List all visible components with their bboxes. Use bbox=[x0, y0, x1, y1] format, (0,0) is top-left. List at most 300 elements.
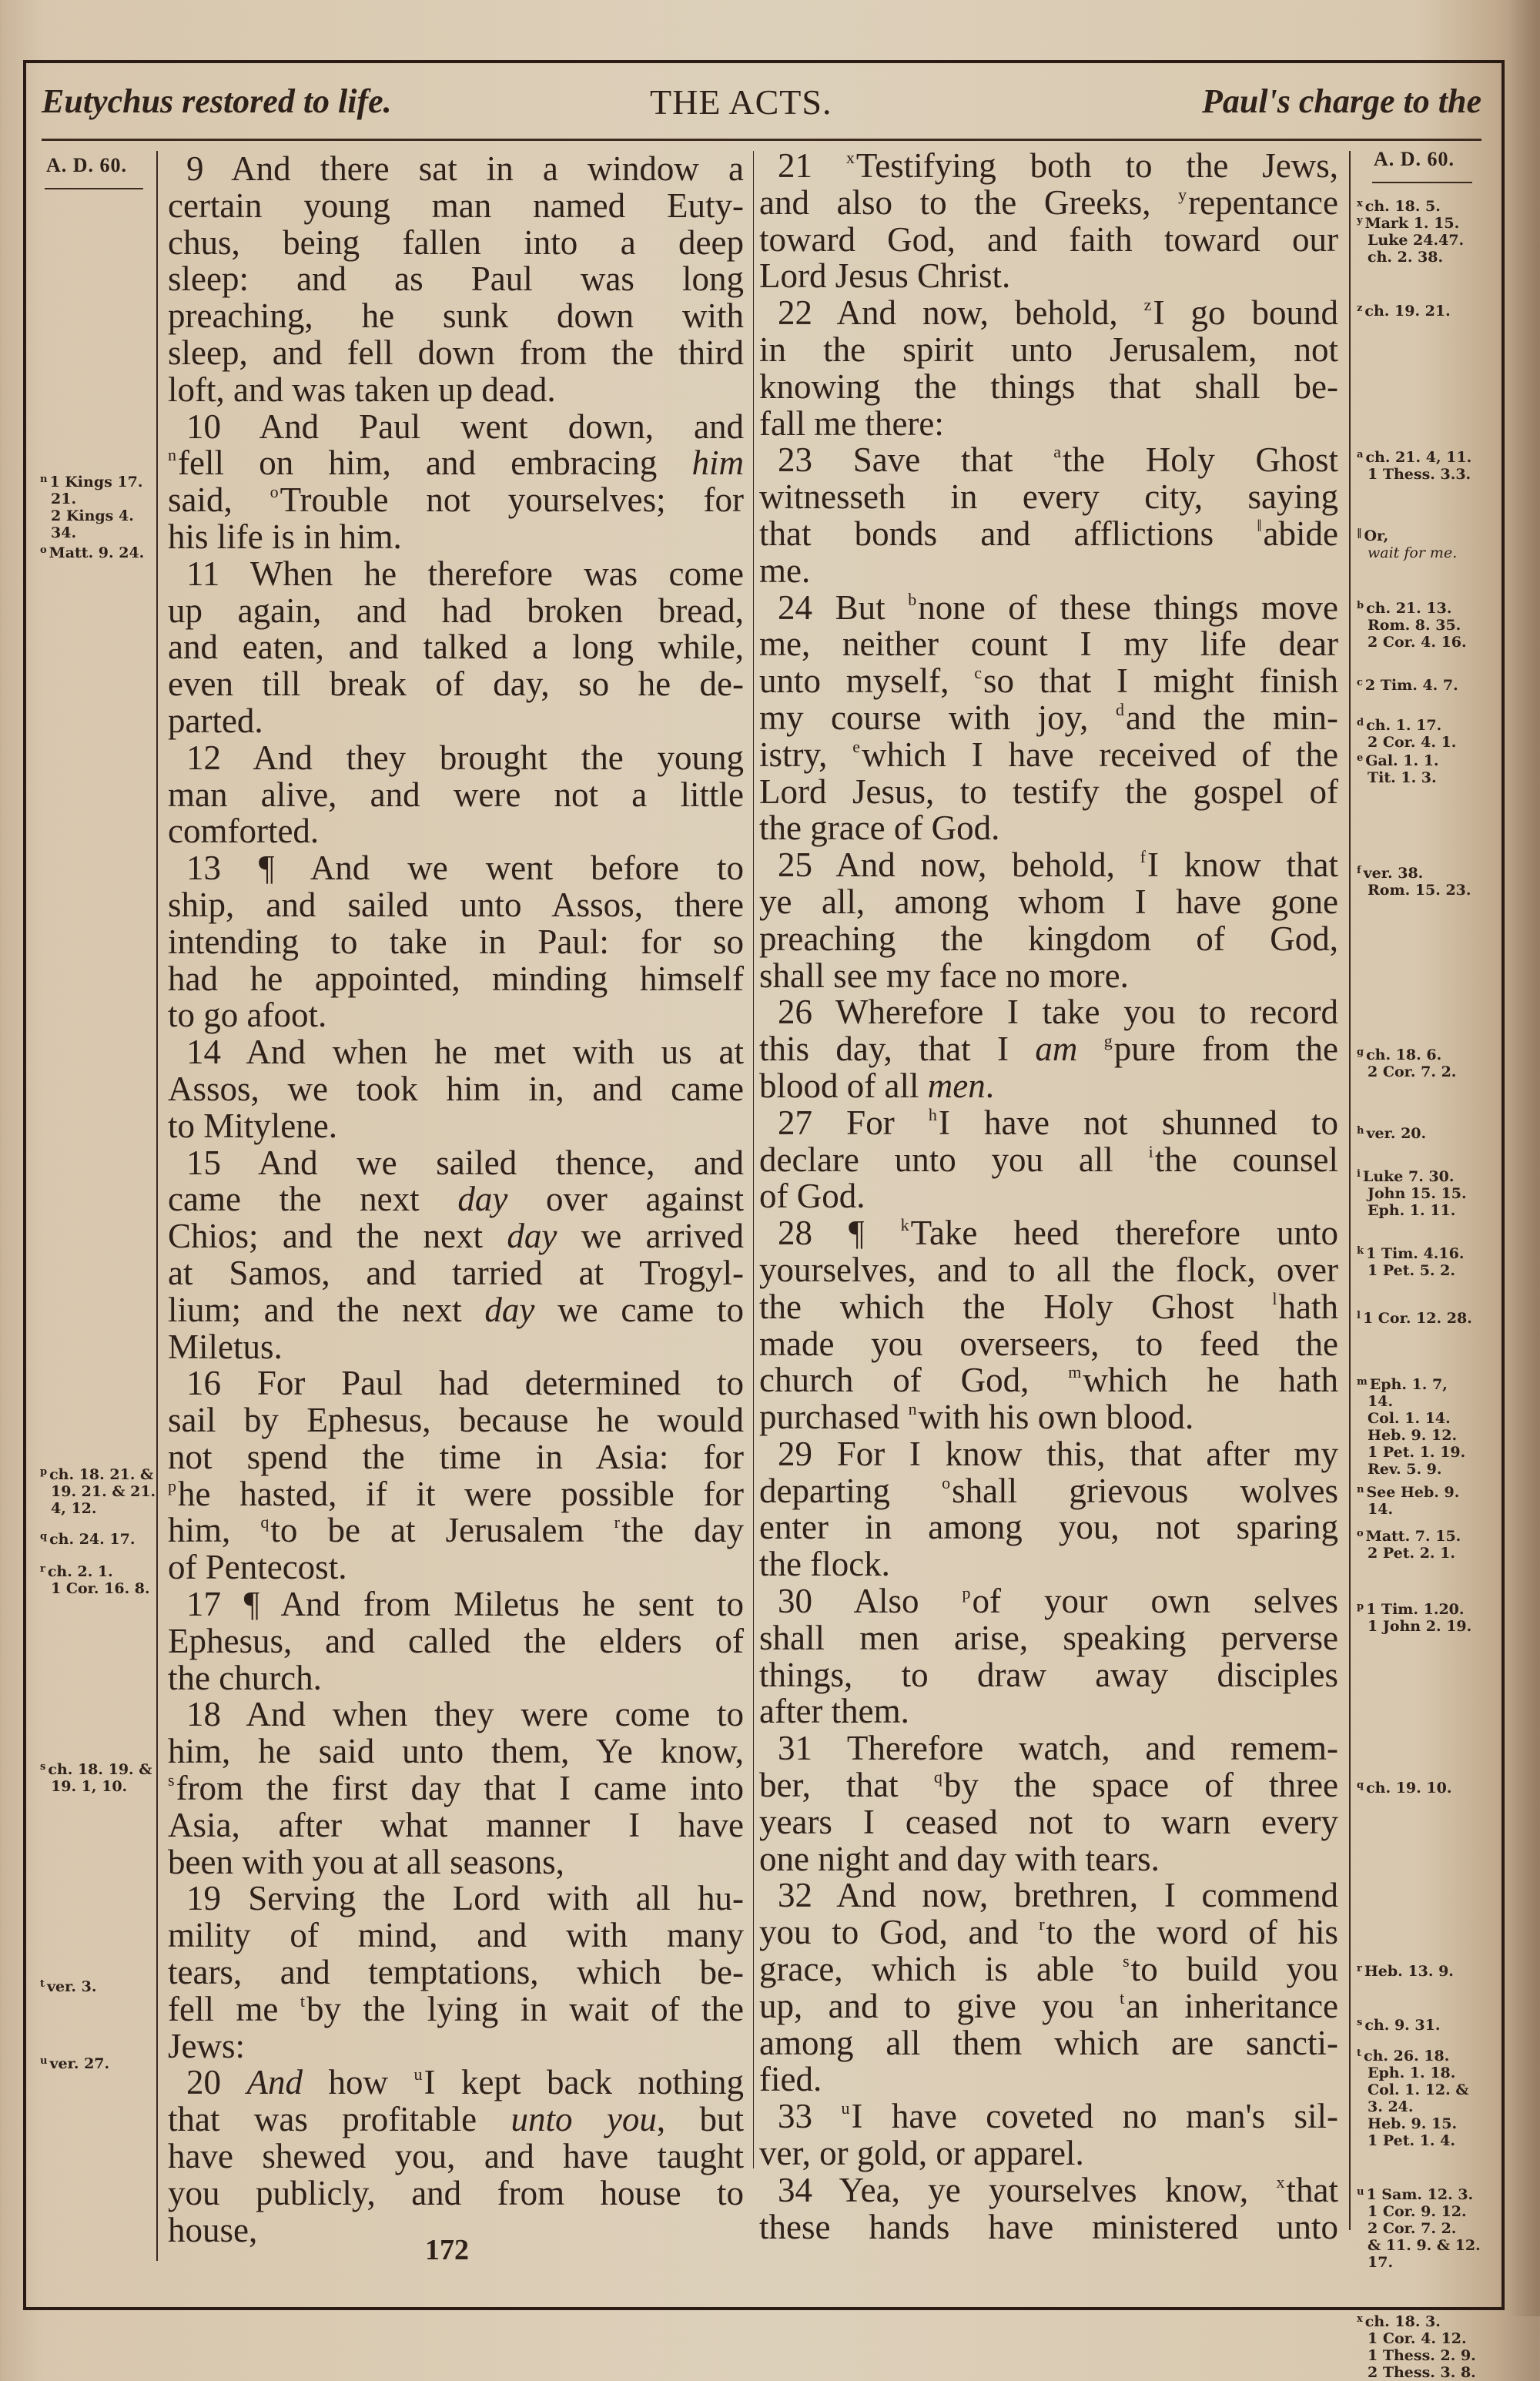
text-line bbox=[759, 219, 1338, 259]
verse-text: the Holy Ghost bbox=[1063, 440, 1339, 480]
header-right-topic: Paul's charge to the bbox=[1201, 82, 1481, 120]
verse-text: sail by Ephesus, because he would bbox=[168, 1401, 744, 1440]
text-line bbox=[168, 1549, 744, 1586]
verse-text: came the next bbox=[168, 1180, 458, 1219]
text-line bbox=[168, 1512, 744, 1549]
verse-text: that bonds and afflictions bbox=[759, 514, 1257, 553]
reference-mark: o bbox=[942, 1472, 951, 1492]
margin-note bbox=[1357, 2045, 1469, 2149]
margin-note-line: ch. 2. 38. bbox=[1368, 249, 1444, 266]
text-line bbox=[759, 921, 1338, 958]
margin-note-line: ch. 19. 10. bbox=[1366, 1780, 1452, 1797]
text-line bbox=[168, 409, 744, 446]
margin-note bbox=[1357, 1243, 1464, 1279]
text-line bbox=[759, 1877, 1338, 1914]
margin-note bbox=[40, 1759, 152, 1795]
text-line bbox=[168, 1402, 744, 1439]
reference-mark: p bbox=[168, 1475, 176, 1495]
margin-note bbox=[1357, 1482, 1459, 1518]
text-line bbox=[168, 519, 744, 556]
verse-text: 21 bbox=[778, 146, 846, 185]
text-line bbox=[168, 2101, 744, 2138]
text-line bbox=[168, 1218, 744, 1255]
verse-text: Lord Jesus, to testify the gospel of bbox=[759, 772, 1338, 811]
margin-note-line: Eph. 1. 7, bbox=[1369, 1376, 1448, 1393]
italic-supplied-word: day bbox=[484, 1290, 535, 1329]
reference-mark: y bbox=[1357, 215, 1363, 226]
verse-text: lium; and the next bbox=[168, 1290, 485, 1329]
right-text-column bbox=[759, 148, 1338, 2245]
reference-mark: o bbox=[1357, 1528, 1364, 1539]
reference-mark: p bbox=[1357, 1601, 1364, 1612]
verse-text: 31 Therefore watch, and remem- bbox=[778, 1729, 1338, 1768]
reference-mark: k bbox=[1357, 1245, 1364, 1257]
header-rule bbox=[42, 139, 1481, 141]
margin-note-line: ch. 1. 17. bbox=[1366, 717, 1442, 734]
margin-note-line: 17. bbox=[1368, 2254, 1394, 2271]
verse-text: shall grievous wolves bbox=[952, 1471, 1338, 1510]
verse-text: intending to take in Paul: for so bbox=[168, 922, 744, 961]
text-line bbox=[759, 2061, 1338, 2098]
text-line bbox=[168, 813, 744, 850]
left-margin-year: A. D. 60. bbox=[46, 154, 128, 176]
text-line bbox=[759, 1289, 1338, 1326]
verse-text: church of God, bbox=[759, 1361, 1069, 1400]
reference-mark: b bbox=[908, 589, 917, 609]
reference-mark: f bbox=[1140, 847, 1146, 867]
text-line bbox=[168, 1181, 744, 1218]
margin-note bbox=[1357, 1044, 1456, 1080]
verse-text: purchased bbox=[759, 1398, 909, 1437]
verse-text: 15 And we sailed thence, and bbox=[186, 1143, 744, 1182]
text-line bbox=[168, 1255, 744, 1292]
verse-text: preaching the kingdom of God, bbox=[759, 919, 1338, 958]
right-margin-year: A. D. 60. bbox=[1374, 148, 1455, 170]
verse-text: to build you bbox=[1130, 1950, 1339, 1989]
margin-note-line: John 15. 15. bbox=[1368, 1185, 1467, 1202]
text-line bbox=[168, 997, 744, 1034]
right-margin-divider bbox=[1349, 151, 1351, 2230]
verse-text: by the lying in wait of the bbox=[306, 1989, 744, 2028]
reference-mark: r bbox=[1039, 1914, 1045, 1934]
verse-text: even till break of day, so he de- bbox=[168, 665, 744, 704]
verse-text: mility of mind, and with many bbox=[168, 1916, 744, 1955]
verse-text: Chios; and the next bbox=[168, 1217, 507, 1256]
verse-text: Trouble not yourselves; for bbox=[280, 481, 744, 520]
reference-mark: e bbox=[1357, 752, 1364, 764]
text-line bbox=[759, 258, 1338, 295]
text-line bbox=[759, 1436, 1338, 1473]
verse-text: that was profitable bbox=[168, 2100, 511, 2139]
text-line bbox=[759, 1509, 1338, 1546]
margin-note bbox=[40, 1529, 135, 1548]
verse-text: 26 Wherefore I take you to record bbox=[778, 993, 1338, 1032]
verse-text: up again, and had broken bread, bbox=[168, 591, 744, 630]
margin-note-line: Col. 1. 14. bbox=[1368, 1410, 1451, 1427]
reference-mark: d bbox=[1357, 717, 1364, 728]
margin-note-line: & 11. 9. & 12. bbox=[1368, 2237, 1481, 2254]
verse-text: to go afoot. bbox=[168, 996, 327, 1035]
text-line bbox=[759, 1657, 1338, 1694]
verse-text: shall see my face no more. bbox=[759, 956, 1129, 995]
margin-note bbox=[1357, 2311, 1476, 2381]
margin-note bbox=[1357, 447, 1471, 483]
margin-note-line: 4, 12. bbox=[51, 1500, 97, 1517]
reference-mark: r bbox=[614, 1512, 620, 1532]
margin-note bbox=[1357, 1525, 1461, 1562]
text-line bbox=[759, 1914, 1338, 1951]
reference-mark: k bbox=[900, 1215, 909, 1235]
verse-text: I know that bbox=[1147, 846, 1338, 885]
reference-mark: m bbox=[1068, 1362, 1082, 1382]
verse-text: my course with joy, bbox=[759, 698, 1116, 737]
text-line bbox=[168, 2065, 744, 2101]
text-line bbox=[168, 961, 744, 998]
verse-text: Lord Jesus Christ. bbox=[759, 256, 1011, 296]
italic-supplied-word: him bbox=[691, 444, 744, 483]
verse-text: declare unto you all bbox=[759, 1140, 1149, 1179]
verse-text: certain young man named Euty- bbox=[168, 186, 744, 225]
margin-note bbox=[1357, 1374, 1465, 1478]
verse-text: the which the Holy Ghost bbox=[759, 1287, 1273, 1326]
verse-text: 18 And when they were come to bbox=[186, 1695, 744, 1734]
left-text-column bbox=[168, 151, 744, 2249]
text-line bbox=[759, 2172, 1338, 2209]
verse-text: 10 And Paul went down, and bbox=[186, 407, 744, 446]
verse-text: Ephesus, and called the elders of bbox=[168, 1621, 744, 1660]
text-line bbox=[168, 2028, 744, 2065]
running-header bbox=[42, 74, 1481, 136]
margin-note bbox=[1357, 213, 1464, 266]
text-line bbox=[168, 445, 744, 482]
verse-text: 20 bbox=[186, 2063, 247, 2102]
verse-text: you to God, and bbox=[759, 1913, 1040, 1952]
text-line bbox=[759, 1473, 1338, 1510]
reference-mark: n bbox=[168, 445, 176, 465]
margin-note-line: 14. bbox=[1368, 1501, 1394, 1518]
margin-note bbox=[1357, 525, 1457, 561]
text-line bbox=[759, 2025, 1338, 2062]
reference-mark: h bbox=[928, 1104, 937, 1124]
verse-text: 30 Also bbox=[778, 1582, 962, 1621]
margin-note-line: 1 Sam. 12. 3. bbox=[1366, 2186, 1474, 2203]
verse-text: I go bound bbox=[1153, 293, 1338, 333]
reference-mark: t bbox=[300, 1991, 305, 2011]
reference-mark: e bbox=[852, 736, 860, 756]
margin-note bbox=[1357, 1123, 1426, 1142]
text-line bbox=[168, 1991, 744, 2028]
reference-mark: a bbox=[1053, 442, 1061, 462]
text-line bbox=[168, 151, 744, 188]
margin-note-line: 14. bbox=[1368, 1393, 1394, 1410]
text-line bbox=[168, 1476, 744, 1513]
margin-note-line: 19. 1, 10. bbox=[51, 1778, 128, 1795]
reference-mark: a bbox=[1357, 449, 1364, 460]
margin-note-line: ver. 38. bbox=[1363, 865, 1424, 882]
margin-note-line: ch. 21. 4, 11. bbox=[1365, 449, 1472, 466]
verse-text: blood of all bbox=[759, 1066, 928, 1105]
text-line bbox=[168, 1696, 744, 1733]
reference-mark: r bbox=[1357, 1963, 1362, 1974]
verse-text: sleep, and fell down from the third bbox=[168, 333, 744, 372]
verse-text: him, bbox=[168, 1511, 261, 1550]
margin-note bbox=[40, 1976, 96, 1995]
reference-mark: ‖ bbox=[1257, 515, 1262, 535]
margin-note-line: ver. 27. bbox=[49, 2055, 110, 2072]
verse-text: 24 But bbox=[778, 588, 909, 627]
verse-text: from the first day that I came into bbox=[176, 1769, 744, 1808]
verse-text: up, and to give you bbox=[759, 1986, 1120, 2025]
text-line bbox=[759, 2135, 1338, 2172]
reference-mark: c bbox=[974, 663, 982, 683]
margin-note-line: ver. 3. bbox=[47, 1978, 97, 1995]
margin-note-line: Luke 24.47. bbox=[1368, 232, 1465, 249]
margin-note-line: Mark 1. 15. bbox=[1364, 215, 1460, 232]
reference-mark: l bbox=[1357, 1310, 1361, 1321]
text-line bbox=[168, 556, 744, 593]
verse-text: over against bbox=[507, 1180, 745, 1219]
margin-note-line: 2 Pet. 2. 1. bbox=[1368, 1545, 1455, 1562]
text-line bbox=[168, 703, 744, 740]
reference-mark: t bbox=[1120, 1988, 1125, 2008]
reference-mark: g bbox=[1103, 1031, 1113, 1051]
margin-note-line: ch. 18. 3. bbox=[1364, 2313, 1441, 2330]
italic-supplied-word: am bbox=[1035, 1030, 1078, 1069]
reference-mark: x bbox=[1357, 198, 1363, 209]
reference-mark: n bbox=[908, 1399, 917, 1419]
reference-mark: d bbox=[1115, 699, 1124, 719]
verse-text: 29 For I know this, that after my bbox=[778, 1434, 1338, 1473]
margin-note-line: Tit. 1. 3. bbox=[1368, 769, 1437, 786]
verse-text: istry, bbox=[759, 735, 853, 774]
verse-text: that bbox=[1286, 2170, 1338, 2209]
verse-text: with his own blood. bbox=[918, 1398, 1194, 1437]
verse-text: had he appointed, minding himself bbox=[168, 959, 744, 998]
text-line bbox=[759, 994, 1338, 1031]
text-line bbox=[168, 777, 744, 814]
margin-note-line: Heb. 13. 9. bbox=[1364, 1963, 1454, 1980]
text-line bbox=[759, 332, 1338, 369]
reference-mark: q bbox=[260, 1512, 270, 1532]
margin-note-line: ch. 19. 21. bbox=[1364, 303, 1451, 320]
verse-text: this day, that I bbox=[759, 1030, 1036, 1069]
margin-note bbox=[1357, 2184, 1481, 2271]
text-line bbox=[168, 887, 744, 924]
verse-text: fied. bbox=[759, 2060, 822, 2099]
header-left-topic: Eutychus restored to life. bbox=[42, 82, 392, 120]
verse-text: comforted. bbox=[168, 812, 320, 851]
verse-text: departing bbox=[759, 1471, 942, 1510]
verse-text: said, bbox=[168, 481, 270, 520]
verse-text: tears, and temptations, which be- bbox=[168, 1953, 744, 1992]
text-line bbox=[759, 148, 1338, 185]
reference-mark: h bbox=[1357, 1125, 1364, 1137]
text-line bbox=[759, 774, 1338, 811]
margin-note-line: ch. 24. 17. bbox=[49, 1531, 136, 1548]
verse-text: ver, or gold, or apparel. bbox=[759, 2134, 1084, 2173]
verse-text: 28 ¶ bbox=[778, 1214, 901, 1253]
text-line bbox=[168, 372, 744, 409]
text-line bbox=[759, 884, 1338, 921]
margin-note bbox=[40, 542, 144, 561]
verse-text: shall men arise, speaking perverse bbox=[759, 1618, 1338, 1657]
verse-text: his life is in him. bbox=[168, 517, 402, 556]
left-margin-divider bbox=[156, 151, 158, 2261]
text-line bbox=[168, 1807, 744, 1844]
verse-text: me. bbox=[759, 551, 811, 590]
verse-text: so that I might finish bbox=[983, 661, 1338, 701]
margin-note-line: 1 Cor. 9. 12. bbox=[1368, 2203, 1467, 2220]
reference-mark: ‖ bbox=[1357, 527, 1362, 539]
text-line bbox=[759, 1546, 1338, 1583]
column-divider bbox=[753, 151, 754, 2168]
verse-text: he hasted, if it were possible for bbox=[178, 1474, 744, 1513]
verse-text: an inheritance bbox=[1126, 1986, 1339, 2025]
margin-note bbox=[1357, 1777, 1451, 1797]
italic-supplied-word: unto you bbox=[511, 2100, 657, 2139]
text-line bbox=[759, 1252, 1338, 1289]
verse-text: how bbox=[303, 2063, 414, 2102]
text-line bbox=[759, 2209, 1338, 2246]
verse-text: in the spirit unto Jerusalem, not bbox=[759, 330, 1338, 369]
text-line bbox=[168, 1034, 744, 1071]
verse-text: repentance bbox=[1188, 183, 1338, 222]
verse-text: the church. bbox=[168, 1658, 322, 1697]
verse-text: him, he said unto them, Ye know, bbox=[168, 1732, 744, 1771]
margin-note bbox=[40, 2053, 109, 2072]
margin-note-line: 1 Tim. 4.16. bbox=[1366, 1245, 1465, 1262]
text-line bbox=[168, 666, 744, 703]
margin-note-line: 1 Pet. 1. 19. bbox=[1368, 1444, 1466, 1461]
verse-text: enter in among you, not sparing bbox=[759, 1508, 1338, 1547]
margin-note-line: Luke 7. 30. bbox=[1362, 1168, 1455, 1185]
text-line bbox=[759, 1988, 1338, 2025]
margin-note-line: Or, bbox=[1364, 527, 1389, 544]
text-line bbox=[759, 406, 1338, 443]
verse-text: . bbox=[985, 1066, 994, 1105]
text-line bbox=[759, 1767, 1338, 1804]
margin-note-line: 2 Cor. 7. 2. bbox=[1368, 2220, 1457, 2237]
margin-note-line: 1 Kings 17. bbox=[49, 474, 143, 491]
margin-note-line: Rev. 5. 9. bbox=[1368, 1461, 1442, 1478]
verse-text: 22 And now, behold, bbox=[778, 293, 1144, 333]
verse-text: 34 Yea, ye yourselves know, bbox=[778, 2170, 1277, 2209]
italic-supplied-word: day bbox=[507, 1217, 557, 1256]
margin-note bbox=[40, 1464, 156, 1517]
text-line bbox=[759, 185, 1338, 222]
text-line bbox=[759, 479, 1338, 516]
margin-note-line: Heb. 9. 12. bbox=[1368, 1427, 1458, 1444]
margin-note-line: 2 Kings 4. bbox=[51, 507, 134, 524]
text-line bbox=[759, 1031, 1338, 1068]
verse-text: parted. bbox=[168, 701, 263, 740]
reference-mark: u bbox=[1357, 2186, 1364, 2198]
reference-mark: c bbox=[1357, 677, 1363, 688]
text-line bbox=[168, 1954, 744, 1991]
margin-note-line: 2 Tim. 4. 7. bbox=[1364, 677, 1458, 694]
verse-text: fell me bbox=[168, 1989, 300, 2028]
verse-text: one night and day with tears. bbox=[759, 1839, 1160, 1878]
text-line bbox=[759, 1620, 1338, 1657]
reference-mark: x bbox=[1357, 2313, 1363, 2325]
reference-mark: p bbox=[40, 1466, 48, 1478]
text-line bbox=[168, 1108, 744, 1145]
year-rule bbox=[45, 188, 143, 189]
text-line bbox=[168, 1917, 744, 1954]
reference-mark: z bbox=[1357, 303, 1363, 314]
verse-text: been with you at all seasons, bbox=[168, 1842, 564, 1881]
reference-mark: s bbox=[168, 1770, 175, 1790]
margin-note bbox=[40, 471, 143, 541]
margin-note-line: 1 Pet. 1. 4. bbox=[1368, 2132, 1455, 2149]
verse-text: the flock. bbox=[759, 1545, 890, 1584]
text-line bbox=[168, 188, 744, 225]
verse-text: 25 And now, behold, bbox=[778, 846, 1140, 885]
verse-text: Jews: bbox=[168, 2026, 245, 2065]
verse-text: ye all, among whom I have gone bbox=[759, 882, 1338, 921]
margin-note-line: 3. 24. bbox=[1368, 2098, 1414, 2115]
verse-text: at Samos, and tarried at Trogyl- bbox=[168, 1253, 744, 1292]
page-number: 172 bbox=[425, 2234, 469, 2266]
text-line bbox=[759, 958, 1338, 995]
page-edge-shadow bbox=[1509, 0, 1540, 2316]
verse-text: 33 bbox=[778, 2097, 842, 2136]
margin-note-line: 2 Cor. 4. 16. bbox=[1368, 634, 1467, 651]
margin-note-line: Matt. 7. 15. bbox=[1365, 1528, 1461, 1545]
reference-mark: z bbox=[1143, 295, 1152, 315]
verse-text: we arrived bbox=[557, 1217, 744, 1256]
verse-text: ber, that bbox=[759, 1766, 934, 1805]
text-line bbox=[168, 629, 744, 666]
margin-note-line: See Heb. 9. bbox=[1366, 1484, 1460, 1501]
verse-text: to be at Jerusalem bbox=[270, 1511, 614, 1550]
verse-text: Testifying both to the Jews, bbox=[855, 146, 1338, 185]
verse-text: which he hath bbox=[1083, 1361, 1338, 1400]
reference-mark: g bbox=[1357, 1047, 1364, 1058]
reference-mark: o bbox=[40, 544, 47, 556]
reference-mark: s bbox=[40, 1761, 46, 1773]
verse-text: the counsel bbox=[1154, 1140, 1338, 1179]
verse-text: sleep: and as Paul was long bbox=[168, 260, 744, 299]
verse-text: fell on him, and embracing bbox=[178, 444, 692, 483]
text-line bbox=[759, 1326, 1338, 1363]
margin-note-line: Eph. 1. 11. bbox=[1368, 1202, 1456, 1219]
verse-text: to Mitylene. bbox=[168, 1106, 337, 1145]
verse-text: 27 For bbox=[778, 1103, 929, 1142]
text-line bbox=[168, 740, 744, 777]
text-line bbox=[168, 1623, 744, 1660]
text-line bbox=[168, 1329, 744, 1366]
text-line bbox=[759, 1693, 1338, 1730]
verse-text: grace, which is able bbox=[759, 1950, 1123, 1989]
text-line bbox=[168, 1145, 744, 1182]
verse-text: preaching, he sunk down with bbox=[168, 296, 744, 336]
verse-text: ship, and sailed unto Assos, there bbox=[168, 885, 744, 924]
reference-mark: x bbox=[845, 148, 855, 167]
verse-text: these hands have ministered unto bbox=[759, 2207, 1338, 2246]
verse-text: not spend the time in Asia: for bbox=[168, 1437, 744, 1476]
verse-text: and eaten, and talked a long while, bbox=[168, 628, 744, 667]
margin-note bbox=[1357, 300, 1451, 320]
text-line bbox=[759, 295, 1338, 332]
text-line bbox=[168, 924, 744, 961]
margin-note-line: ver. 20. bbox=[1366, 1125, 1427, 1142]
verse-text: unto myself, bbox=[759, 661, 975, 701]
margin-note-line: 1 Thess. 3.3. bbox=[1368, 466, 1471, 483]
verse-text bbox=[1077, 1030, 1103, 1068]
margin-note-line: 1 Cor. 16. 8. bbox=[51, 1580, 150, 1597]
verse-text: and the min- bbox=[1125, 698, 1338, 737]
